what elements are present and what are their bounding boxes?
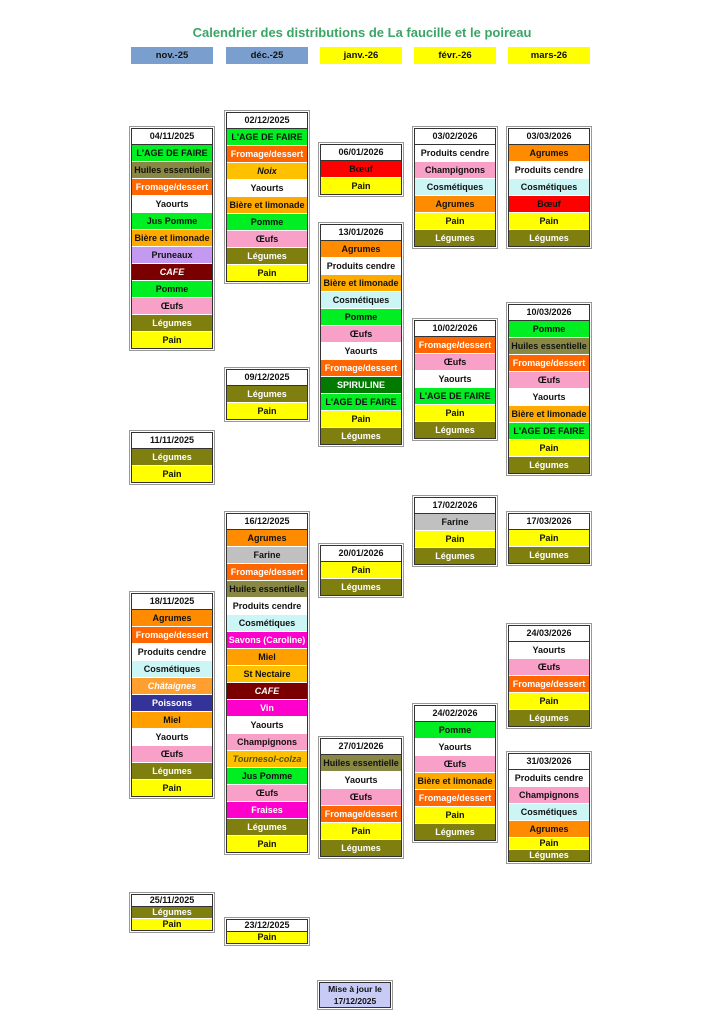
product-item: Bière et limonade	[132, 230, 212, 247]
product-item: Pain	[321, 823, 401, 840]
product-item: Farine	[227, 547, 307, 564]
month-header: févr.-26	[414, 47, 496, 64]
product-item: Champignons	[227, 734, 307, 751]
month-header: déc.-25	[226, 47, 308, 64]
product-item: Légumes	[227, 248, 307, 265]
product-item: Légumes	[509, 850, 589, 861]
product-item: Pomme	[321, 309, 401, 326]
distribution-date: 04/11/2025	[132, 129, 212, 145]
product-item: Pain	[132, 332, 212, 348]
product-item: Miel	[132, 712, 212, 729]
product-item: Légumes	[321, 579, 401, 595]
product-item: Produits cendre	[321, 258, 401, 275]
product-item: Légumes	[227, 819, 307, 836]
distribution-day	[226, 369, 308, 420]
product-item: Légumes	[415, 422, 495, 438]
product-item: Légumes	[321, 428, 401, 444]
distribution-date: 03/02/2026	[415, 129, 495, 145]
product-item: Pain	[509, 530, 589, 547]
product-item: L'AGE DE FAIRE	[321, 394, 401, 411]
product-item: Cosmétiques	[132, 661, 212, 678]
product-item: Légumes	[509, 547, 589, 563]
product-item: Châtaignes	[132, 678, 212, 695]
product-item: Pain	[227, 403, 307, 419]
month-header: janv.-26	[320, 47, 402, 64]
product-item: Savons (Caroline)	[227, 632, 307, 649]
product-item: Pain	[227, 836, 307, 852]
product-item: St Nectaire	[227, 666, 307, 683]
product-item: Pain	[415, 531, 495, 548]
product-item: Bœuf	[509, 196, 589, 213]
product-item: Pomme	[227, 214, 307, 231]
distribution-date: 13/01/2026	[321, 225, 401, 241]
product-item: Cosmétiques	[321, 292, 401, 309]
product-item: Farine	[415, 514, 495, 531]
product-item: Agrumes	[509, 145, 589, 162]
product-item: Fromage/dessert	[415, 790, 495, 807]
product-item: Fromage/dessert	[415, 337, 495, 354]
product-item: Yaourts	[509, 389, 589, 406]
distribution-date: 18/11/2025	[132, 594, 212, 610]
product-item: Pain	[321, 411, 401, 428]
month-header: nov.-25	[131, 47, 213, 64]
distribution-date: 10/03/2026	[509, 305, 589, 321]
product-item: Huiles essentielle	[227, 581, 307, 598]
product-item: Pain	[321, 178, 401, 194]
product-item: Produits cendre	[415, 145, 495, 162]
product-item: Œufs	[415, 756, 495, 773]
product-item: Yaourts	[509, 642, 589, 659]
distribution-date: 16/12/2025	[227, 514, 307, 530]
distribution-date: 24/03/2026	[509, 626, 589, 642]
product-item: Agrumes	[509, 821, 589, 838]
distribution-day	[508, 304, 590, 474]
page-title: Calendrier des distributions de La faucille et le poireau	[192, 25, 532, 40]
distribution-day	[131, 593, 213, 797]
distribution-date: 24/02/2026	[415, 706, 495, 722]
product-item: Œufs	[415, 354, 495, 371]
distribution-date: 11/11/2025	[132, 433, 212, 449]
product-item: Produits cendre	[509, 162, 589, 179]
product-item: Cosmétiques	[509, 804, 589, 821]
product-item: Pomme	[509, 321, 589, 338]
distribution-date: 06/01/2026	[321, 145, 401, 161]
product-item: Pain	[509, 838, 589, 850]
product-item: Bière et limonade	[415, 773, 495, 790]
product-item: Légumes	[415, 230, 495, 246]
distribution-day	[226, 112, 308, 282]
product-item: Pain	[132, 466, 212, 482]
product-item: Yaourts	[227, 717, 307, 734]
product-item: Pain	[132, 780, 212, 796]
distribution-date: 09/12/2025	[227, 370, 307, 386]
distribution-day	[414, 320, 496, 439]
product-item: Fraises	[227, 802, 307, 819]
product-item: Légumes	[132, 449, 212, 466]
product-item: Vin	[227, 700, 307, 717]
product-item: Champignons	[415, 162, 495, 179]
product-item: Fromage/dessert	[509, 676, 589, 693]
product-item: Yaourts	[132, 729, 212, 746]
product-item: Fromage/dessert	[227, 564, 307, 581]
distribution-date: 25/11/2025	[132, 895, 212, 907]
product-item: Légumes	[509, 230, 589, 246]
product-item: Cosmétiques	[509, 179, 589, 196]
product-item: Huiles essentielle	[509, 338, 589, 355]
distribution-day	[508, 625, 590, 727]
product-item: Œufs	[509, 659, 589, 676]
product-item: Fromage/dessert	[227, 146, 307, 163]
product-item: Légumes	[132, 907, 212, 919]
product-item: Pain	[415, 807, 495, 824]
product-item: Yaourts	[415, 371, 495, 388]
product-item: Produits cendre	[227, 598, 307, 615]
product-item: Pain	[509, 440, 589, 457]
distribution-day	[508, 753, 590, 862]
product-item: Bière et limonade	[321, 275, 401, 292]
product-item: Fromage/dessert	[132, 179, 212, 196]
product-item: Pain	[227, 265, 307, 281]
product-item: Cosmétiques	[227, 615, 307, 632]
product-item: Pain	[509, 693, 589, 710]
product-item: Pain	[132, 919, 212, 930]
distribution-day	[226, 513, 308, 853]
distribution-day	[131, 432, 213, 483]
product-item: Pain	[321, 562, 401, 579]
product-item: Yaourts	[321, 343, 401, 360]
product-item: L'AGE DE FAIRE	[227, 129, 307, 146]
product-item: Yaourts	[227, 180, 307, 197]
product-item: Yaourts	[415, 739, 495, 756]
distribution-day	[414, 705, 496, 841]
distribution-date: 23/12/2025	[227, 920, 307, 932]
product-item: Miel	[227, 649, 307, 666]
product-item: Huiles essentielle	[132, 162, 212, 179]
product-item: Fromage/dessert	[132, 627, 212, 644]
product-item: Œufs	[132, 298, 212, 315]
product-item: Légumes	[132, 763, 212, 780]
distribution-day	[508, 513, 590, 564]
product-item: CAFE	[132, 264, 212, 281]
distribution-date: 27/01/2026	[321, 739, 401, 755]
product-item: Bière et limonade	[227, 197, 307, 214]
product-item: Œufs	[227, 231, 307, 248]
product-item: Légumes	[415, 548, 495, 564]
product-item: Tournesol-colza	[227, 751, 307, 768]
product-item: CAFE	[227, 683, 307, 700]
distribution-day	[414, 497, 496, 565]
product-item: Pain	[415, 405, 495, 422]
product-item: Légumes	[509, 457, 589, 473]
distribution-day	[226, 919, 308, 944]
product-item: Œufs	[227, 785, 307, 802]
product-item: Légumes	[132, 315, 212, 332]
product-item: Champignons	[509, 787, 589, 804]
distribution-date: 31/03/2026	[509, 754, 589, 770]
distribution-day	[320, 224, 402, 445]
update-note-label: Mise à jour le	[328, 984, 382, 994]
product-item: Œufs	[132, 746, 212, 763]
product-item: Pomme	[132, 281, 212, 298]
distribution-date: 10/02/2026	[415, 321, 495, 337]
product-item: Bœuf	[321, 161, 401, 178]
product-item: Légumes	[227, 386, 307, 403]
product-item: Œufs	[321, 789, 401, 806]
distribution-date: 02/12/2025	[227, 113, 307, 129]
product-item: Légumes	[509, 710, 589, 726]
distribution-day	[131, 128, 213, 349]
distribution-day	[320, 738, 402, 857]
distribution-date: 17/02/2026	[415, 498, 495, 514]
product-item: Pain	[509, 213, 589, 230]
distribution-date: 17/03/2026	[509, 514, 589, 530]
product-item: SPIRULINE	[321, 377, 401, 394]
distribution-day	[414, 128, 496, 247]
product-item: L'AGE DE FAIRE	[509, 423, 589, 440]
product-item: Fromage/dessert	[321, 806, 401, 823]
product-item: Œufs	[321, 326, 401, 343]
product-item: L'AGE DE FAIRE	[132, 145, 212, 162]
product-item: Jus Pomme	[227, 768, 307, 785]
product-item: Bière et limonade	[509, 406, 589, 423]
product-item: Poissons	[132, 695, 212, 712]
product-item: Pruneaux	[132, 247, 212, 264]
product-item: Huiles essentielle	[321, 755, 401, 772]
distribution-day	[508, 128, 590, 247]
product-item: Légumes	[415, 824, 495, 840]
product-item: Agrumes	[227, 530, 307, 547]
product-item: Agrumes	[321, 241, 401, 258]
product-item: Yaourts	[321, 772, 401, 789]
distribution-date: 03/03/2026	[509, 129, 589, 145]
product-item: L'AGE DE FAIRE	[415, 388, 495, 405]
distribution-date: 20/01/2026	[321, 546, 401, 562]
product-item: Yaourts	[132, 196, 212, 213]
distribution-day	[131, 894, 213, 931]
product-item: Pomme	[415, 722, 495, 739]
product-item: Œufs	[509, 372, 589, 389]
product-item: Noix	[227, 163, 307, 180]
product-item: Légumes	[321, 840, 401, 856]
update-note-date: 17/12/2025	[333, 996, 377, 1006]
product-item: Pain	[415, 213, 495, 230]
product-item: Produits cendre	[132, 644, 212, 661]
product-item: Agrumes	[415, 196, 495, 213]
product-item: Fromage/dessert	[321, 360, 401, 377]
update-note	[319, 982, 391, 1008]
product-item: Cosmétiques	[415, 179, 495, 196]
product-item: Agrumes	[132, 610, 212, 627]
distribution-day	[320, 545, 402, 596]
product-item: Jus Pomme	[132, 213, 212, 230]
product-item: Produits cendre	[509, 770, 589, 787]
product-item: Fromage/dessert	[509, 355, 589, 372]
product-item: Pain	[227, 932, 307, 943]
month-header: mars-26	[508, 47, 590, 64]
distribution-day	[320, 144, 402, 195]
